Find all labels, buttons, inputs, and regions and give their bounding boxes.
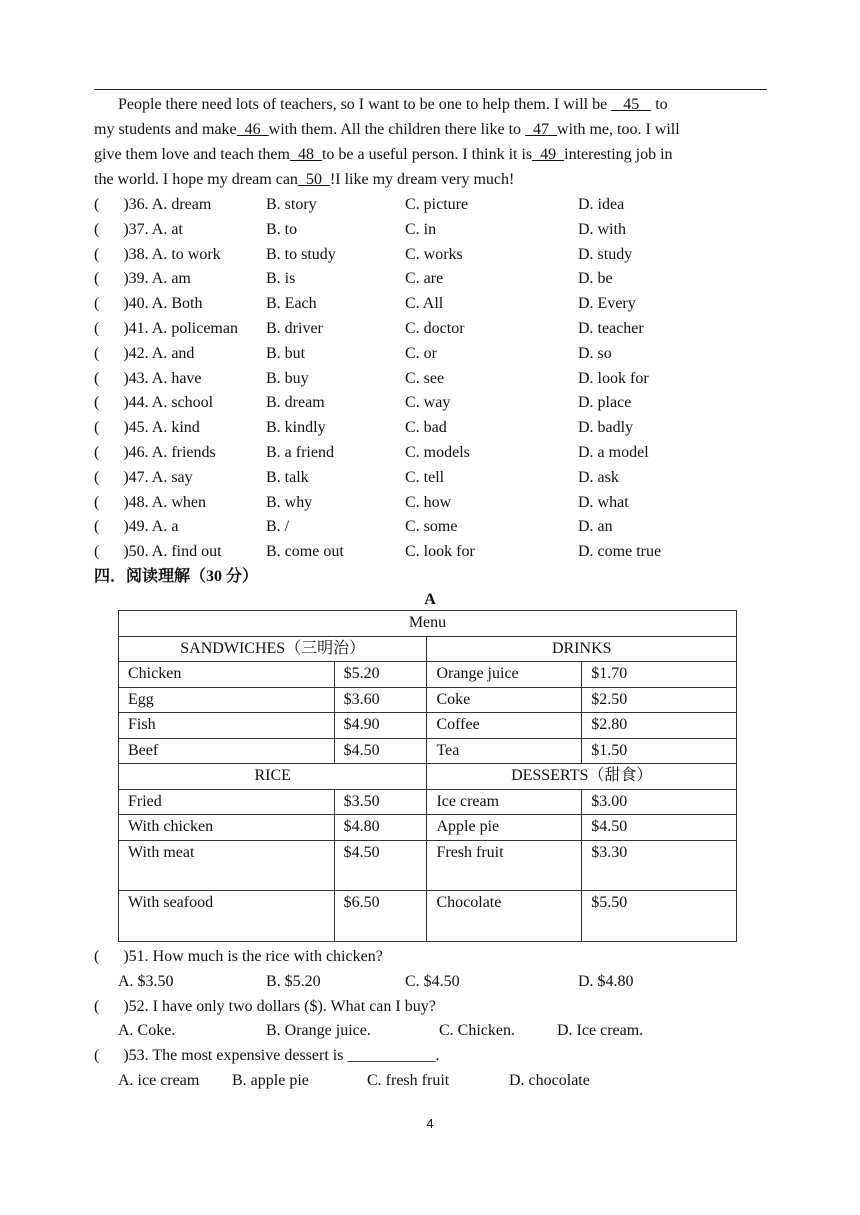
- menu-item: Chocolate: [427, 891, 582, 942]
- menu-table: [118, 610, 737, 942]
- answer-blank: 50: [297, 171, 330, 188]
- menu-title: Menu: [119, 611, 737, 637]
- question-stem: ( )38. A. to work: [94, 245, 221, 263]
- option-text: C. bad: [405, 419, 447, 437]
- option-text: C. fresh fruit: [367, 1072, 450, 1089]
- question-stem: ( )37. A. at: [94, 220, 183, 238]
- option-text: D. Ice cream.: [557, 1022, 644, 1040]
- menu-row: [119, 891, 737, 942]
- passage-text: the world. I hope my dream can: [94, 171, 298, 188]
- question-stem: ( )49. A. a: [94, 518, 179, 536]
- menu-price: $3.50: [334, 789, 427, 815]
- menu-price: $4.50: [334, 840, 427, 891]
- menu-item: Coffee: [427, 713, 582, 739]
- cloze-passage: [94, 92, 767, 192]
- answer-blank: 48: [289, 146, 322, 163]
- option-text: D. what: [578, 493, 629, 511]
- option-text: C. see: [405, 369, 445, 387]
- option-text: C. models: [405, 444, 470, 461]
- option-text: B. a friend: [266, 444, 334, 461]
- question-stem: ( )42. A. and: [94, 344, 195, 362]
- option-text: D. come true: [578, 543, 662, 561]
- section-heading: 四．阅读理解（30 分）: [94, 568, 259, 585]
- option-text: C. tell: [405, 468, 445, 486]
- question-stem: ( )52. I have only two dollars ($). What can I buy?: [94, 997, 436, 1015]
- option-text: B. to study: [266, 245, 336, 263]
- passage-text: People there need lots of teachers, so I want to be one to help them. I will be: [94, 96, 612, 113]
- passage-text: to be a useful person. I think it is: [321, 146, 533, 163]
- option-text: A. Coke.: [118, 1022, 176, 1040]
- option-text: D. place: [578, 394, 632, 412]
- option-text: B. but: [266, 344, 306, 362]
- option-text: B. Orange juice.: [266, 1022, 371, 1040]
- desserts-header: DESSERTS（甜食）: [427, 764, 737, 790]
- menu-item: With chicken: [119, 815, 335, 841]
- option-text: C. in: [405, 220, 437, 238]
- menu-price: $4.50: [582, 815, 737, 841]
- option-text: B. why: [266, 493, 313, 511]
- question-stem: ( )46. A. friends: [94, 444, 216, 461]
- option-text: A. $3.50: [118, 972, 174, 990]
- menu-item: Fried: [119, 789, 335, 815]
- question-stem: ( )44. A. school: [94, 394, 214, 412]
- option-text: C. look for: [405, 543, 475, 561]
- question-stem: ( )53. The most expensive dessert is ___________.: [94, 1047, 440, 1065]
- passage-line: [94, 92, 767, 117]
- menu-item: Apple pie: [427, 815, 582, 841]
- menu-price: $1.50: [582, 738, 737, 764]
- rice-header: RICE: [119, 764, 427, 790]
- answer-blank: 45: [611, 96, 652, 113]
- question-stem: ( )45. A. kind: [94, 419, 200, 437]
- option-text: D. teacher: [578, 320, 644, 337]
- menu-price: $2.80: [582, 713, 737, 739]
- passage-line: [94, 117, 767, 142]
- question-stem: ( )36. A. dream: [94, 196, 212, 213]
- passage-text: interesting job in: [564, 146, 673, 163]
- option-text: D. so: [578, 344, 612, 362]
- option-text: D. chocolate: [509, 1072, 590, 1089]
- option-text: D. badly: [578, 419, 634, 437]
- question-stem: ( )48. A. when: [94, 493, 206, 511]
- option-text: D. a model: [578, 444, 649, 461]
- option-text: B. kindly: [266, 419, 326, 437]
- option-text: C. Chicken.: [439, 1022, 515, 1040]
- menu-price: $4.50: [334, 738, 427, 764]
- option-text: D. be: [578, 270, 613, 288]
- option-text: B. dream: [266, 394, 325, 412]
- option-text: B. story: [266, 196, 317, 213]
- option-text: D. $4.80: [578, 972, 634, 990]
- question-stem: ( )39. A. am: [94, 270, 191, 288]
- menu-row: [119, 738, 737, 764]
- page-number: 4: [426, 1116, 434, 1131]
- top-rule: [94, 89, 767, 90]
- menu-price: $4.90: [334, 713, 427, 739]
- menu-item: Chicken: [119, 662, 335, 688]
- option-text: C. or: [405, 344, 437, 362]
- option-text: B. /: [266, 518, 290, 536]
- option-text: D. an: [578, 518, 613, 536]
- menu-item: Tea: [427, 738, 582, 764]
- passage-line: [94, 142, 767, 167]
- answer-blank: 49: [532, 146, 565, 163]
- question-stem: ( )47. A. say: [94, 468, 193, 486]
- menu-item: Coke: [427, 687, 582, 713]
- menu-item: With seafood: [119, 891, 335, 942]
- passage-text: to: [651, 96, 668, 113]
- option-text: A. ice cream: [118, 1072, 200, 1089]
- question-stem: ( )50. A. find out: [94, 543, 222, 561]
- option-text: D. look for: [578, 369, 649, 387]
- passage-text: give them love and teach them: [94, 146, 290, 163]
- answer-blank: 46: [236, 121, 269, 138]
- option-text: B. talk: [266, 468, 309, 486]
- option-text: B. is: [266, 270, 296, 288]
- sandwiches-header: SANDWICHES（三明治）: [119, 636, 427, 662]
- menu-item: Egg: [119, 687, 335, 713]
- menu-price: $6.50: [334, 891, 427, 942]
- option-text: C. some: [405, 518, 458, 536]
- option-text: C. works: [405, 245, 463, 263]
- option-text: C. how: [405, 493, 452, 511]
- menu-row: [119, 840, 737, 891]
- menu-price: $1.70: [582, 662, 737, 688]
- menu-row: [119, 687, 737, 713]
- menu-item: With meat: [119, 840, 335, 891]
- menu-item: Ice cream: [427, 789, 582, 815]
- menu-price: $5.20: [334, 662, 427, 688]
- option-text: C. picture: [405, 196, 469, 213]
- option-text: B. apple pie: [232, 1072, 309, 1089]
- passage-line: [94, 167, 767, 192]
- menu-item: Fresh fruit: [427, 840, 582, 891]
- menu-row: [119, 662, 737, 688]
- option-text: C. All: [405, 295, 444, 313]
- question-stem: ( )43. A. have: [94, 369, 202, 387]
- option-text: C. doctor: [405, 320, 465, 337]
- option-text: B. Each: [266, 295, 317, 313]
- menu-price: $5.50: [582, 891, 737, 942]
- question-stem: ( )41. A. policeman: [94, 320, 238, 337]
- option-text: C. $4.50: [405, 972, 460, 990]
- menu-price: $4.80: [334, 815, 427, 841]
- option-text: B. to: [266, 220, 298, 238]
- menu-row: [119, 789, 737, 815]
- passage-text: with me, too. I will: [557, 121, 680, 138]
- option-text: C. are: [405, 270, 444, 288]
- menu-price: $3.00: [582, 789, 737, 815]
- passage-text: !I like my dream very much!: [329, 171, 515, 188]
- option-text: B. come out: [266, 543, 344, 561]
- menu-price: $2.50: [582, 687, 737, 713]
- option-text: B. driver: [266, 320, 323, 337]
- answer-blank: 47: [525, 121, 558, 138]
- passage-text: my students and make: [94, 121, 237, 138]
- drinks-header: DRINKS: [427, 636, 737, 662]
- menu-item: Orange juice: [427, 662, 582, 688]
- option-text: D. study: [578, 245, 633, 263]
- option-text: C. way: [405, 394, 451, 412]
- menu-price: $3.30: [582, 840, 737, 891]
- menu-item: Beef: [119, 738, 335, 764]
- option-text: D. with: [578, 220, 626, 238]
- menu-row: [119, 713, 737, 739]
- menu-row: [119, 815, 737, 841]
- menu-price: $3.60: [334, 687, 427, 713]
- option-text: B. buy: [266, 369, 309, 387]
- passage-text: with them. All the children there like to: [268, 121, 526, 138]
- question-stem: ( )51. How much is the rice with chicken?: [94, 948, 383, 965]
- option-text: D. Every: [578, 295, 636, 313]
- option-text: D. idea: [578, 196, 625, 213]
- passage-letter: A: [424, 591, 436, 608]
- option-text: B. $5.20: [266, 972, 321, 990]
- question-stem: ( )40. A. Both: [94, 295, 203, 313]
- option-text: D. ask: [578, 468, 619, 486]
- menu-item: Fish: [119, 713, 335, 739]
